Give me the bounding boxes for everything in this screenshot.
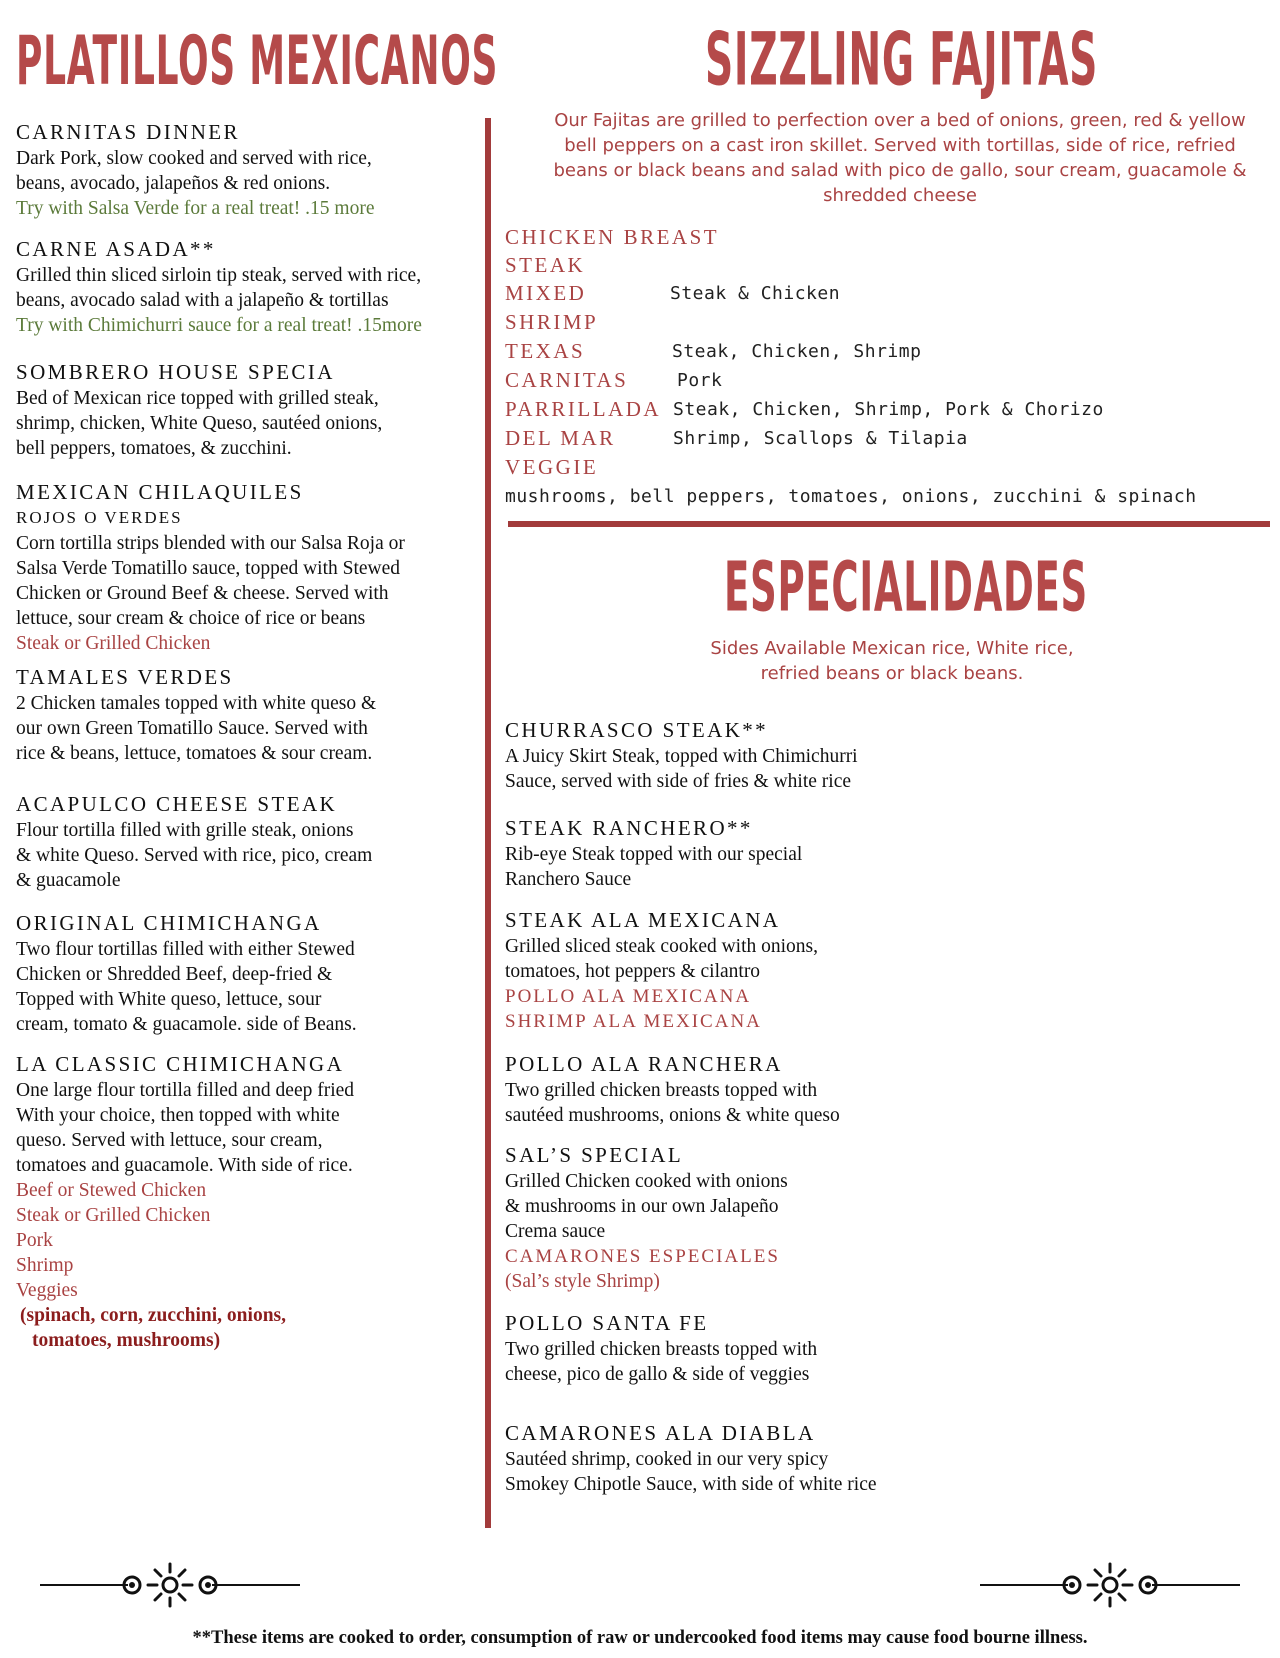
menu-item-name: CARNE ASADA** [16, 237, 216, 261]
menu-item-option: Steak or Grilled Chicken [16, 633, 211, 654]
menu-item-name: TAMALES VERDES [16, 665, 234, 689]
especialidades-section-title: ESPECIALIDADES [724, 548, 1088, 628]
fajita-name: PARRILLADA [505, 397, 662, 421]
menu-item-name: CAMARONES ALA DIABLA [505, 1421, 816, 1445]
menu-item-name: STEAK ALA MEXICANA [505, 908, 781, 932]
menu-item-description: 2 Chicken tamales topped with white queso & our own Green Tomatillo Sauce. Served with rice & beans, lettuce, tomatoes & sour cream. [16, 693, 377, 764]
fajita-desc: Pork [677, 370, 723, 391]
menu-item-note: Try with Salsa Verde for a real treat! .15 more [16, 198, 375, 219]
menu-item-name: CARNITAS DINNER [16, 120, 240, 144]
fajita-name: STEAK [505, 253, 586, 277]
fajita-name: CHICKEN BREAST [505, 225, 720, 249]
menu-item-name: LA CLASSIC CHIMICHANGA [16, 1052, 345, 1076]
menu-item-description: Bed of Mexican rice topped with grilled steak, shrimp, chicken, White Queso, sautéed onions, bell peppers, tomatoes, & zucchini. [16, 388, 383, 459]
fajita-name: VEGGIE [505, 455, 599, 479]
fajita-name: DEL MAR [505, 426, 616, 450]
menu-item-description: Grilled sliced steak cooked with onions, tomatoes, hot peppers & cilantro POLLO ALA MEXICANA SHRIMP ALA MEXICANA [505, 936, 819, 1032]
menu-item-name: ORIGINAL CHIMICHANGA [16, 911, 322, 935]
fajita-desc: Steak, Chicken, Shrimp, Pork & Chorizo [673, 399, 1104, 420]
menu-item-name: ACAPULCO CHEESE STEAK [16, 792, 338, 816]
especialidades-subtitle: Sides Available Mexican rice, White rice, refried beans or black beans. [710, 638, 1074, 684]
menu-item-option: Beef or Stewed Chicken [16, 1180, 207, 1201]
menu-item-variant: POLLO ALA MEXICANA [505, 986, 752, 1007]
ornament-left-icon [40, 1560, 300, 1610]
menu-item-variant: CAMARONES ESPECIALES [505, 1246, 780, 1267]
menu-item-variant-note: (Sal’s style Shrimp) [505, 1271, 660, 1292]
fajita-desc: Steak, Chicken, Shrimp [672, 341, 922, 362]
menu-item-name: STEAK RANCHERO** [505, 816, 753, 840]
menu-item-description: One large flour tortilla filled and deep fried With your choice, then topped with white queso. Served with lettuce, sour cream, tomatoes and guacamole. With side of rice. Beef or Stewed Chicken Steak or Grilled Chicken Pork Shrimp Veggies (spinach, corn, zucchini, onions, tomatoes, mushrooms) [16, 1080, 355, 1351]
menu-item-description: Grilled thin sliced sirloin tip steak, served with rice, beans, avocado salad with a jalapeño & tortillas Try with Chimichurri sauce for a real treat! .15more [16, 265, 422, 336]
fajita-name: CARNITAS [505, 368, 629, 392]
menu-item-description: Two grilled chicken breasts topped with cheese, pico de gallo & side of veggies [505, 1339, 818, 1385]
menu-item-name: SOMBRERO HOUSE SPECIA [16, 360, 335, 384]
menu-item-subtitle: ROJOS O VERDES [16, 508, 183, 527]
footer-disclaimer: **These items are cooked to order, consumption of raw or undercooked food items may cause food bourne illness. [192, 1628, 1088, 1648]
menu-item-name: POLLO SANTA FE [505, 1311, 709, 1335]
menu-item-option: Shrimp [16, 1255, 74, 1276]
fajita-desc: Shrimp, Scallops & Tilapia [673, 428, 968, 449]
menu-item-description: Two flour tortillas filled with either Stewed Chicken or Shredded Beef, deep-fried & Topped with White queso, lettuce, sour cream, tomato & guacamole. side of Beans. [16, 939, 357, 1035]
menu-item-description: Two grilled chicken breasts topped with sautéed mushrooms, onions & white queso [505, 1080, 840, 1126]
veggies-note: (spinach, corn, zucchini, onions, [20, 1305, 287, 1326]
fajitas-intro: Our Fajitas are grilled to perfection over a bed of onions, green, red & yellow bell peppers on a cast iron skillet. Served with tortillas, side of rice, refried beans or black beans and salad with pico de gallo, sour cream, guacamole & shredded cheese [553, 110, 1247, 206]
menu-item-name: POLLO ALA RANCHERA [505, 1052, 783, 1076]
menu-item-description: Flour tortilla filled with grille steak, onions & white Queso. Served with rice, pico, cream & guacamole [16, 820, 373, 891]
fajita-name: TEXAS [505, 339, 586, 363]
veggies-note: tomatoes, mushrooms) [32, 1330, 221, 1351]
menu-item-description: Grilled Chicken cooked with onions & mushrooms in our own Jalapeño Crema sauce CAMARONES ESPECIALES (Sal’s style Shrimp) [505, 1171, 788, 1292]
menu-item-name: SAL’S SPECIAL [505, 1143, 684, 1167]
menu-item-option: Veggies [16, 1280, 78, 1301]
menu-item-description: Corn tortilla strips blended with our Salsa Roja or Salsa Verde Tomatillo sauce, topped with Stewed Chicken or Ground Beef & cheese. Served with lettuce, sour cream & choice of rice or beans Steak or Grilled Chicken [16, 533, 405, 654]
menu-item-description: Sautéed shrimp, cooked in our very spicy Smokey Chipotle Sauce, with side of white rice [505, 1449, 877, 1495]
fajita-name: MIXED [505, 281, 587, 305]
ornament-right-icon [980, 1560, 1240, 1610]
section-divider [508, 521, 1270, 527]
fajita-name: SHRIMP [505, 310, 599, 334]
left-section-title: PLATILLOS MEXICANOS [16, 22, 499, 101]
column-divider [485, 118, 491, 1528]
menu-item-description: A Juicy Skirt Steak, topped with Chimichurri Sauce, served with side of fries & white rice [505, 746, 858, 792]
menu-item-name: MEXICAN CHILAQUILES [16, 480, 304, 504]
menu-item-description: Rib-eye Steak topped with our special Ranchero Sauce [505, 844, 803, 890]
fajitas-section-title: SIZZLING FAJITAS [705, 18, 1099, 103]
menu-item-name: CHURRASCO STEAK** [505, 718, 769, 742]
menu-item-option: Steak or Grilled Chicken [16, 1205, 211, 1226]
menu-item-description: Dark Pork, slow cooked and served with rice, beans, avocado, jalapeños & red onions. Try with Salsa Verde for a real treat! .15 more [16, 148, 375, 219]
menu-item-variant: SHRIMP ALA MEXICANA [505, 1011, 762, 1032]
menu-item-option: Pork [16, 1230, 53, 1251]
menu-item-note: Try with Chimichurri sauce for a real treat! .15more [16, 315, 422, 336]
fajita-desc: Steak & Chicken [670, 283, 841, 304]
